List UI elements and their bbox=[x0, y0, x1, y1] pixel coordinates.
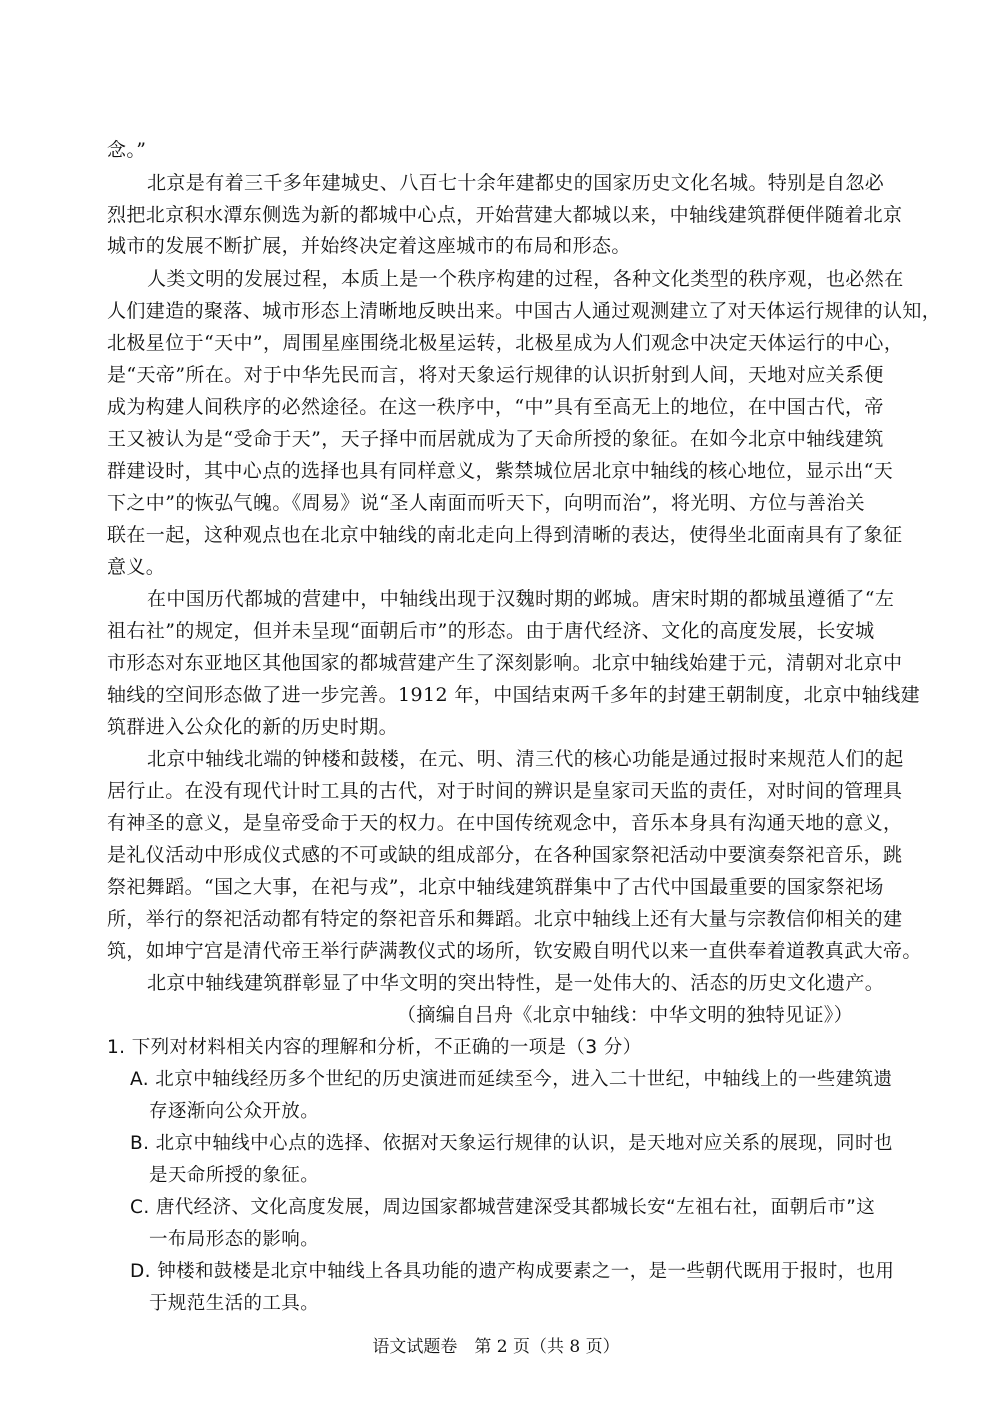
passage-line: 群建设时，其中心点的选择也具有同样意义，紫禁城位居北京中轴线的核心地位，显示出“天 bbox=[107, 460, 894, 482]
option-line: C. 唐代经济、文化高度发展，周边国家都城营建深受其都城长安“左祖右社，面朝后市”这 bbox=[130, 1197, 876, 1218]
passage-line: 人类文明的发展过程，本质上是一个秩序构建的过程，各种文化类型的秩序观，也必然在 bbox=[147, 268, 904, 290]
page-footer: 语文试题卷 第 2 页（共 8 页） bbox=[372, 1337, 620, 1357]
passage-line: 意义。 bbox=[107, 556, 166, 578]
passage-line: 北京中轴线建筑群彰显了中华文明的突出特性，是一处伟大的、活态的历史文化遗产。 bbox=[147, 972, 885, 994]
passage-line: 北京是有着三千多年建城史、八百七十余年建都史的国家历史文化名城。特别是自忽必 bbox=[147, 172, 885, 194]
option-line: A. 北京中轴线经历多个世纪的历史演进而延续至今，进入二十世纪，中轴线上的一些建筑遗 bbox=[130, 1069, 893, 1090]
passage-line: 是礼仪活动中形成仪式感的不可或缺的组成部分，在各种国家祭祀活动中要演奏祭祀音乐，跳 bbox=[107, 844, 903, 866]
passage-line: 北极星位于“天中”，周围星座围绕北极星运转，北极星成为人们观念中决定天体运行的中心， bbox=[107, 332, 904, 354]
passage-line: 下之中”的恢弘气魄。《周易》说“圣人南面而听天下，向明而治”，将光明、方位与善治关 bbox=[107, 492, 866, 514]
passage-line: 烈把北京积水潭东侧选为新的都城中心点，开始营建大都城以来，中轴线建筑群便伴随着北京 bbox=[107, 204, 903, 226]
passage-line: 祖右社”的规定，但并未呈现“面朝后市”的形态。由于唐代经济、文化的高度发展，长安城 bbox=[107, 620, 875, 642]
passage-line: 人们建造的聚落、城市形态上清晰地反映出来。中国古人通过观测建立了对天体运行规律的认知， bbox=[107, 300, 942, 322]
passage-line: 联在一起，这种观点也在北京中轴线的南北走向上得到清晰的表达，使得坐北面南具有了象征 bbox=[107, 524, 903, 546]
passage-line: 居行止。在没有现代计时工具的古代，对于时间的辨识是皇家司天监的责任，对时间的管理具 bbox=[107, 780, 903, 802]
passage-line: 北京中轴线北端的钟楼和鼓楼，在元、明、清三代的核心功能是通过报时来规范人们的起 bbox=[147, 748, 904, 770]
passage-line: 王又被认为是“受命于天”，天子择中而居就成为了天命所授的象征。在如今北京中轴线建筑 bbox=[107, 428, 884, 450]
option-line: 一布局形态的影响。 bbox=[149, 1229, 320, 1250]
passage-line: 所，举行的祭祀活动都有特定的祭祀音乐和舞蹈。北京中轴线上还有大量与宗教信仰相关的建 bbox=[107, 908, 903, 930]
option-line: B. 北京中轴线中心点的选择、依据对天象运行规律的认识，是天地对应关系的展现，同时也 bbox=[130, 1133, 893, 1154]
option-line: 是天命所授的象征。 bbox=[149, 1165, 320, 1186]
passage-line: 成为构建人间秩序的必然途径。在这一秩序中，“中”具有至高无上的地位，在中国古代，帝 bbox=[107, 396, 884, 418]
passage-line: 在中国历代都城的营建中，中轴线出现于汉魏时期的邺城。唐宋时期的都城虽遵循了“左 bbox=[147, 588, 895, 610]
option-line: 于规范生活的工具。 bbox=[149, 1293, 320, 1314]
passage-line: 念。” bbox=[107, 139, 147, 161]
passage-line: 祭祀舞蹈。“国之大事，在祀与戎”，北京中轴线建筑群集中了古代中国最重要的国家祭祀场 bbox=[107, 876, 884, 898]
passage-line: 筑，如坤宁宫是清代帝王举行萨满教仪式的场所，钦安殿自明代以来一直供奉着道教真武大帝。 bbox=[107, 940, 922, 962]
passage-line: 轴线的空间形态做了进一步完善。1912 年，中国结束两千多年的封建王朝制度，北京中轴线建 bbox=[107, 684, 920, 706]
passage-line: 城市的发展不断扩展，并始终决定着这座城市的布局和形态。 bbox=[107, 235, 631, 257]
passage-line: 市形态对东亚地区其他国家的都城营建产生了深刻影响。北京中轴线始建于元，清朝对北京中 bbox=[107, 652, 903, 674]
source-citation: （摘编自吕舟《北京中轴线：中华文明的独特见证》） bbox=[397, 1004, 854, 1026]
passage-line: 筑群进入公众化的新的历史时期。 bbox=[107, 716, 399, 738]
passage-line: 是“天帝”所在。对于中华先民而言，将对天象运行规律的认识折射到人间，天地对应关系便 bbox=[107, 364, 884, 386]
question-stem: 1. 下列对材料相关内容的理解和分析，不正确的一项是（3 分） bbox=[107, 1037, 642, 1058]
passage-line: 有神圣的意义，是皇帝受命于天的权力。在中国传统观念中，音乐本身具有沟通天地的意义， bbox=[107, 812, 903, 834]
option-line: 存逐渐向公众开放。 bbox=[149, 1101, 320, 1122]
option-line: D. 钟楼和鼓楼是北京中轴线上各具功能的遗产构成要素之一，是一些朝代既用于报时，也用 bbox=[130, 1261, 895, 1282]
